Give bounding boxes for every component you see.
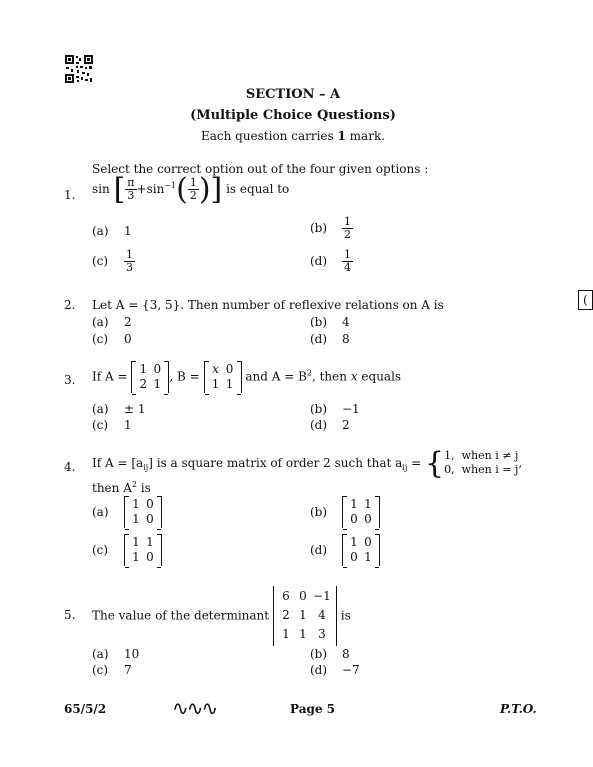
option-a[interactable]: (a) 1: [92, 224, 132, 238]
option-b[interactable]: (b) 1 1 0 0: [310, 496, 380, 528]
option-a[interactable]: (a) 10: [92, 647, 140, 661]
option-b[interactable]: (b) 8: [310, 647, 350, 661]
option-a[interactable]: (a) 1 0 1 0: [92, 496, 162, 528]
section-title: SECTION – A: [245, 87, 341, 102]
option-c[interactable]: (c) 7: [92, 663, 132, 677]
option-c[interactable]: (c) $\frac{1}{3}$: [92, 248, 133, 274]
option-d[interactable]: (d) 2: [310, 418, 350, 432]
page-number: Page 5: [290, 702, 336, 716]
question-4-text: If $A = [a_{ij}]$ is a square matrix of order 2 such that $a_{ij} = \{1$, when i ≠ j 0, when i = j,: [92, 445, 523, 481]
option-c[interactable]: (c) 1 1 1 0: [92, 534, 162, 566]
question-number: 5.: [64, 608, 76, 622]
matrix-a: 1 0 2 1: [131, 361, 169, 393]
question-2-text: Let A = {3, 5}. Then number of reflexive relations on A is: [92, 298, 444, 312]
option-d[interactable]: (d) −7: [310, 663, 360, 677]
option-c[interactable]: (c) 0: [92, 332, 132, 346]
wave-ornament: ∿∿∿: [172, 696, 217, 720]
option-a[interactable]: (a) ± 1: [92, 402, 146, 416]
qr-code-icon: [64, 54, 94, 84]
side-marker: (: [578, 290, 593, 310]
question-number: 2.: [64, 298, 76, 312]
paper-code: 65/5/2: [64, 702, 107, 716]
question-number: 1.: [64, 188, 76, 202]
please-turn-over: P.T.O.: [500, 702, 537, 716]
option-d[interactable]: (d) 1 0 0 1: [310, 534, 380, 566]
question-3-text: If A = 1 0 2 1 , B = x 0 1 1 and $A = B^2$, then x equals: [92, 362, 402, 391]
question-5-text: The value of the determinant 6 0 −1 2 1 4 1 1 3 is: [92, 586, 351, 646]
option-d[interactable]: (d) $\frac{1}{4}$: [310, 248, 351, 274]
instructions: Select the correct option out of the four given options :: [92, 162, 429, 176]
determinant: 6 0 −1 2 1 4 1 1 3: [273, 586, 337, 646]
marks-note: Each question carries 1 mark.: [200, 129, 386, 143]
option-b[interactable]: (b) 4: [310, 315, 350, 329]
question-1-text: sin [ $\frac{\pi}{3}$ $+\sin^{-1}$( $\frac{1}{2}$ )] is equal to: [92, 172, 290, 207]
question-number: 3.: [64, 373, 76, 387]
option-b[interactable]: (b) $\frac{1}{2}$: [310, 215, 351, 241]
matrix-b: x 0 1 1: [204, 361, 242, 393]
question-number: 4.: [64, 460, 76, 474]
option-b[interactable]: (b) −1: [310, 402, 360, 416]
option-a[interactable]: (a) 2: [92, 315, 132, 329]
section-subtitle: (Multiple Choice Questions): [190, 108, 396, 123]
question-4-continuation: then $A^2$ is: [92, 480, 151, 495]
option-c[interactable]: (c) 1: [92, 418, 132, 432]
option-d[interactable]: (d) 8: [310, 332, 350, 346]
